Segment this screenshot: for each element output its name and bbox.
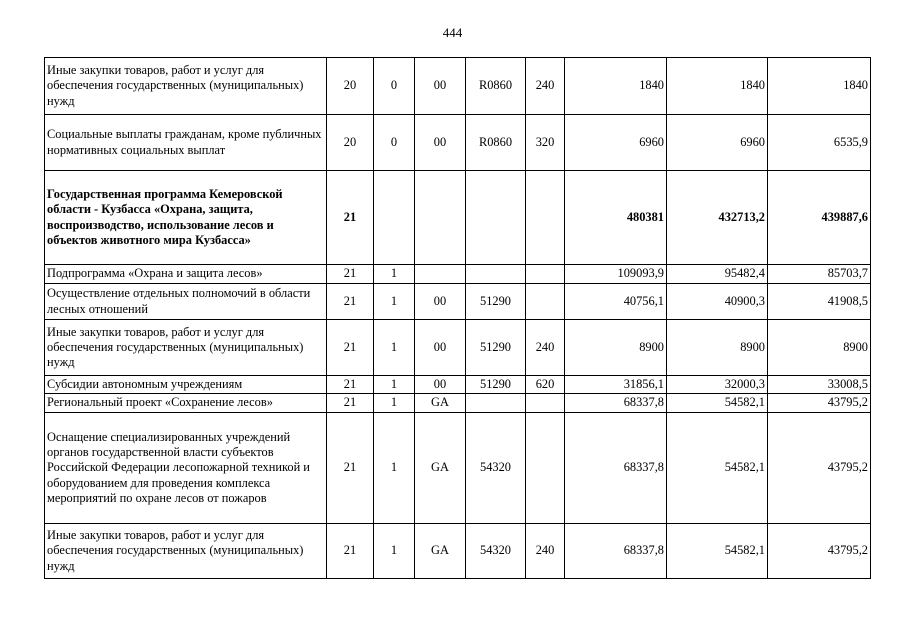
- table-row: [45, 413, 871, 524]
- direction-code: 00: [415, 58, 466, 115]
- amount-year-2: 95482,4: [667, 265, 768, 284]
- expense-type-code: [526, 265, 565, 284]
- amount-year-3: 41908,5: [768, 284, 871, 320]
- table-row: [45, 115, 871, 171]
- amount-year-3: 8900: [768, 320, 871, 376]
- amount-year-3: 43795,2: [768, 394, 871, 413]
- subprogram-code: 1: [374, 524, 415, 579]
- amount-year-3: 43795,2: [768, 413, 871, 524]
- amount-year-2: 8900: [667, 320, 768, 376]
- amount-year-1: 6960: [565, 115, 667, 171]
- expense-type-code: 240: [526, 320, 565, 376]
- table-row: [45, 284, 871, 320]
- row-name: Иные закупки товаров, работ и услуг для обеспечения государственных (муниципальных) нужд: [45, 58, 327, 115]
- table-row: [45, 265, 871, 284]
- direction-code: 00: [415, 284, 466, 320]
- program-code: 21: [327, 265, 374, 284]
- expense-type-code: 320: [526, 115, 565, 171]
- amount-year-1: 68337,8: [565, 413, 667, 524]
- program-code: 21: [327, 171, 374, 265]
- amount-year-2: 1840: [667, 58, 768, 115]
- expense-type-code: 620: [526, 376, 565, 394]
- page-number: 444: [442, 25, 463, 40]
- direction-code: 00: [415, 320, 466, 376]
- amount-year-1: 31856,1: [565, 376, 667, 394]
- expense-type-code: [526, 413, 565, 524]
- row-name: Социальные выплаты гражданам, кроме публичных нормативных социальных выплат: [45, 115, 327, 171]
- program-code: 21: [327, 284, 374, 320]
- amount-year-2: 54582,1: [667, 524, 768, 579]
- amount-year-3: 1840: [768, 58, 871, 115]
- program-code: 21: [327, 413, 374, 524]
- subprogram-code: 1: [374, 265, 415, 284]
- program-code: 21: [327, 394, 374, 413]
- table-row: [45, 376, 871, 394]
- row-name: Осуществление отдельных полномочий в области лесных отношений: [45, 284, 327, 320]
- program-code: 21: [327, 524, 374, 579]
- amount-year-2: 40900,3: [667, 284, 768, 320]
- amount-year-1: 109093,9: [565, 265, 667, 284]
- direction-code: 00: [415, 115, 466, 171]
- expense-code: 51290: [466, 284, 526, 320]
- amount-year-3: 6535,9: [768, 115, 871, 171]
- table-row: [45, 524, 871, 579]
- direction-code: GA: [415, 394, 466, 413]
- direction-code: [415, 171, 466, 265]
- amount-year-2: 32000,3: [667, 376, 768, 394]
- expense-type-code: [526, 284, 565, 320]
- expense-code: [466, 171, 526, 265]
- expense-type-code: [526, 394, 565, 413]
- table-row: [45, 58, 871, 115]
- expense-code: 51290: [466, 320, 526, 376]
- expense-code: 54320: [466, 413, 526, 524]
- subprogram-code: 1: [374, 320, 415, 376]
- row-name: Государственная программа Кемеровской области - Кузбасса «Охрана, защита, воспроизводство, использование лесов и объектов животного мира Кузбасса»: [45, 171, 327, 265]
- subprogram-code: 0: [374, 115, 415, 171]
- program-code: 21: [327, 320, 374, 376]
- subprogram-code: 0: [374, 58, 415, 115]
- expense-code: R0860: [466, 58, 526, 115]
- subprogram-code: 1: [374, 376, 415, 394]
- table-row: [45, 320, 871, 376]
- expense-code: [466, 394, 526, 413]
- direction-code: [415, 265, 466, 284]
- amount-year-1: 480381: [565, 171, 667, 265]
- expense-code: [466, 265, 526, 284]
- expense-code: R0860: [466, 115, 526, 171]
- direction-code: GA: [415, 413, 466, 524]
- amount-year-2: 54582,1: [667, 394, 768, 413]
- amount-year-1: 40756,1: [565, 284, 667, 320]
- program-code: 21: [327, 376, 374, 394]
- amount-year-2: 54582,1: [667, 413, 768, 524]
- row-name: Иные закупки товаров, работ и услуг для обеспечения государственных (муниципальных) нужд: [45, 524, 327, 579]
- expense-type-code: [526, 171, 565, 265]
- expense-type-code: 240: [526, 58, 565, 115]
- amount-year-3: 439887,6: [768, 171, 871, 265]
- amount-year-1: 1840: [565, 58, 667, 115]
- amount-year-3: 85703,7: [768, 265, 871, 284]
- row-name: Региональный проект «Сохранение лесов»: [45, 394, 327, 413]
- row-name: Оснащение специализированных учреждений органов государственной власти субъектов Российской Федерации лесопожарной техникой и оборудованием для проведения комплекса мероприятий по охране лесов от пожаров: [45, 413, 327, 524]
- row-name: Иные закупки товаров, работ и услуг для обеспечения государственных (муниципальных) нужд: [45, 320, 327, 376]
- amount-year-3: 33008,5: [768, 376, 871, 394]
- program-code: 20: [327, 115, 374, 171]
- budget-table: [44, 57, 871, 579]
- program-code: 20: [327, 58, 374, 115]
- budget-table-body: [45, 58, 871, 579]
- direction-code: GA: [415, 524, 466, 579]
- subprogram-code: 1: [374, 394, 415, 413]
- subprogram-code: 1: [374, 284, 415, 320]
- expense-code: 51290: [466, 376, 526, 394]
- amount-year-1: 68337,8: [565, 394, 667, 413]
- row-name: Субсидии автономным учреждениям: [45, 376, 327, 394]
- table-row: [45, 394, 871, 413]
- table-row: [45, 171, 871, 265]
- row-name: Подпрограмма «Охрана и защита лесов»: [45, 265, 327, 284]
- direction-code: 00: [415, 376, 466, 394]
- amount-year-2: 432713,2: [667, 171, 768, 265]
- amount-year-1: 8900: [565, 320, 667, 376]
- subprogram-code: [374, 171, 415, 265]
- amount-year-1: 68337,8: [565, 524, 667, 579]
- expense-type-code: 240: [526, 524, 565, 579]
- expense-code: 54320: [466, 524, 526, 579]
- amount-year-2: 6960: [667, 115, 768, 171]
- subprogram-code: 1: [374, 413, 415, 524]
- amount-year-3: 43795,2: [768, 524, 871, 579]
